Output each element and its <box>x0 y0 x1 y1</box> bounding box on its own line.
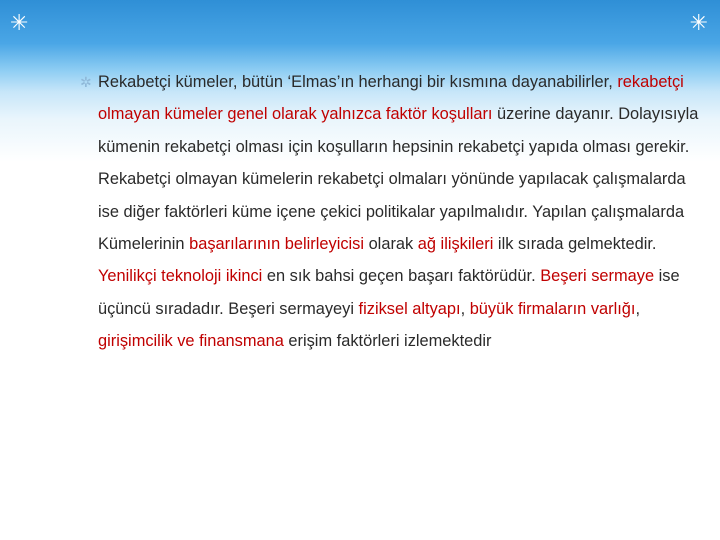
body-paragraph <box>80 66 710 358</box>
sparkle-icon: ✳ <box>689 10 708 35</box>
text-segment: , <box>635 299 641 318</box>
text-segment: olarak <box>364 235 418 254</box>
text-segment: ilk sırada gelmektedir. <box>493 235 657 254</box>
highlighted-phrase: rekabetçi olmayan kümeler genel olarak yalnızca faktör koşulları <box>98 73 684 124</box>
text-segment: erişim faktörleri izlemektedir <box>283 332 492 351</box>
text-segment: ise üçüncü sıradadır. Beşeri sermayeyi <box>98 267 680 318</box>
highlighted-phrase: girişimcilik <box>98 332 173 351</box>
highlighted-phrase: Beşeri sermaye <box>540 267 655 286</box>
bullet-icon: ✲ <box>80 74 92 90</box>
highlighted-phrase: Yenilikçi teknoloji ikinci <box>98 267 263 286</box>
text-segment: en sık bahsi geçen başarı faktörüdür. <box>262 267 541 286</box>
highlighted-phrase: fiziksel altyapı <box>358 299 461 318</box>
highlighted-phrase: ve finansmana <box>177 332 284 351</box>
sparkle-icon: ✳ <box>10 10 29 35</box>
text-segment: , <box>460 299 470 318</box>
highlighted-phrase: başarılarının belirleyicisi <box>189 235 365 254</box>
text-segment: üzerine dayanır. Dolayısıyla kümenin rekabetçi olması için koşulların hepsinin rekabetçi yapıda olması gerekir. Rekabetçi olmayan kümelerin rekabetçi olmaları yönünde yapılacak çalışmalarda ise diğer faktörleri küme içene çekici politikalar yapılmalıdır. Yapılan çalışmalarda Kümelerinin <box>98 105 699 254</box>
text-segment: Rekabetçi kümeler, bütün ‘Elmas’ın herhangi bir kısmına dayanabilirler, <box>98 73 618 91</box>
highlighted-phrase: ağ ilişkileri <box>417 235 494 254</box>
highlighted-phrase: büyük firmaların varlığı <box>469 299 636 318</box>
